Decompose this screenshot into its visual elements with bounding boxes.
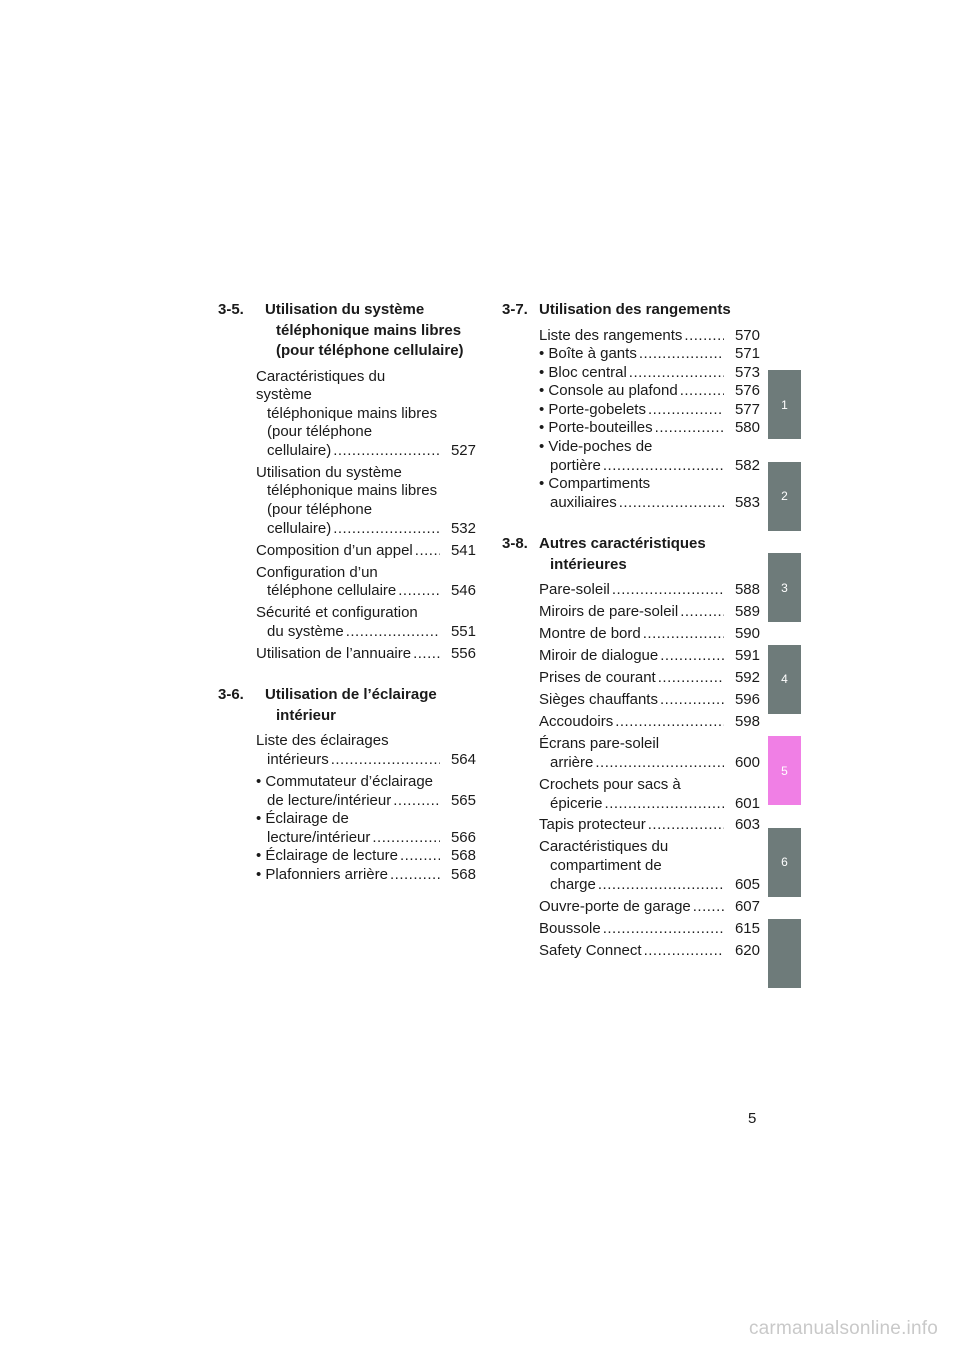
toc-entry[interactable] (256, 847, 476, 866)
toc-entry-title-line: (pour téléphone (267, 423, 373, 441)
toc-page-number: 603 (734, 816, 760, 834)
toc-page-number: 592 (734, 669, 760, 687)
toc-entry-title-line: • Vide-poches de (539, 438, 653, 456)
toc-entry-title-line: Prises de courant (539, 669, 656, 687)
toc-entry-title-line: • Porte-gobelets (539, 400, 646, 418)
dot-leader (400, 847, 440, 866)
toc-entry-title-line: Crochets pour sacs à (539, 775, 681, 793)
dot-leader (643, 625, 724, 644)
section-number: 3-8. (502, 535, 528, 553)
toc-entry[interactable] (256, 464, 476, 538)
toc-entry[interactable] (539, 647, 760, 666)
toc-entry-title-line: Sièges chauffants (539, 691, 658, 709)
chapter-tab-label: 5 (781, 763, 788, 778)
section-title-line: téléphonique mains libres (276, 321, 462, 339)
toc-entry-title-line: de lecture/intérieur (267, 791, 392, 809)
toc-page-number: 582 (734, 456, 760, 474)
chapter-tab-label: 1 (781, 397, 788, 412)
toc-page-number: 570 (734, 326, 760, 344)
toc-entry-leader-line (256, 828, 476, 848)
toc-right-column (502, 300, 760, 982)
chapter-tab[interactable] (768, 370, 801, 439)
toc-entry-title-line: Liste des éclairages (256, 732, 389, 750)
toc-entry-title-line: Safety Connect (539, 941, 642, 959)
toc-page-number: 571 (734, 345, 760, 363)
dot-leader (605, 795, 724, 814)
toc-entry[interactable] (539, 382, 760, 401)
toc-page-number: 541 (450, 541, 476, 559)
section-title-line: Utilisation de l’éclairage (265, 686, 437, 704)
toc-entry-leader-line (256, 541, 476, 561)
toc-entry[interactable] (539, 438, 760, 475)
toc-entry-title-line: Composition d’un appel (256, 541, 413, 559)
toc-entry-leader-line (256, 622, 476, 642)
toc-entry-list (502, 327, 760, 513)
chapter-tab-label: 2 (781, 489, 788, 503)
toc-entry-leader-line (539, 816, 760, 835)
toc-page-number: 532 (450, 519, 476, 537)
toc-entry-leader-line (539, 897, 760, 917)
dot-leader (331, 751, 440, 770)
toc-entry[interactable] (256, 645, 476, 664)
toc-entry-leader-line (539, 326, 760, 346)
dot-leader (390, 866, 440, 885)
toc-entry-title-line: (pour téléphone (267, 501, 373, 519)
toc-entry-title-line: compartiment de (550, 857, 662, 875)
toc-entry-title-line: lecture/intérieur (267, 828, 371, 846)
toc-entry[interactable] (539, 345, 760, 364)
toc-entry-leader-line (539, 713, 760, 732)
toc-entry-leader-line (539, 603, 760, 622)
chapter-tab-label: 3 (781, 580, 788, 595)
toc-left-column (218, 300, 476, 907)
toc-page-number: 601 (734, 794, 760, 812)
toc-page-number: 596 (734, 691, 760, 709)
toc-entry-title-line: Utilisation de l’annuaire (256, 644, 412, 662)
toc-page-number: 566 (450, 828, 476, 846)
toc-page-number: 583 (734, 493, 760, 511)
toc-page-number: 580 (734, 419, 760, 437)
toc-page-number: 568 (450, 865, 476, 883)
dot-leader (372, 829, 440, 848)
section-heading (502, 300, 760, 321)
section-heading (218, 300, 476, 362)
toc-entry-leader-line (256, 519, 476, 539)
toc-section (218, 685, 476, 884)
toc-entry-leader-line (539, 419, 760, 438)
dot-leader (644, 942, 724, 961)
toc-entry[interactable] (539, 816, 760, 835)
dot-leader (648, 816, 724, 835)
toc-entry-leader-line (539, 691, 760, 710)
section-number: 3-6. (218, 686, 244, 704)
toc-entry-title-line: • Boîte à gants (539, 345, 637, 363)
toc-entry[interactable] (539, 691, 760, 710)
section-title (539, 534, 760, 575)
toc-entry[interactable] (539, 669, 760, 688)
toc-entry[interactable] (539, 581, 760, 600)
toc-entry-title-line: • Console au plafond (539, 382, 678, 400)
section-title-line: Utilisation du système (265, 301, 425, 318)
dot-leader (629, 364, 724, 383)
toc-entry-leader-line (256, 865, 476, 885)
toc-entry-title-line: Sécurité et configuration (256, 604, 418, 622)
dot-leader (660, 647, 724, 666)
toc-entry-title-line: cellulaire) (267, 441, 332, 459)
toc-page-number: 588 (734, 581, 760, 599)
toc-entry-leader-line (539, 456, 760, 476)
section-title-line: intérieures (550, 555, 627, 573)
toc-entry-leader-line (256, 582, 476, 601)
toc-entry-title-line: • Éclairage de lecture (256, 847, 398, 865)
toc-entry-leader-line (539, 493, 760, 513)
toc-entry-title-line: Montre de bord (539, 625, 641, 643)
toc-entry-title-line: arrière (550, 753, 594, 771)
toc-entry-title-line: portière (550, 456, 601, 474)
dot-leader (639, 345, 724, 364)
toc-entry-title-line: • Bloc central (539, 363, 627, 381)
toc-page-number: 565 (450, 791, 476, 809)
section-title (265, 300, 476, 362)
toc-page-number: 573 (734, 363, 760, 381)
toc-entry-title-line: téléphone cellulaire (267, 582, 397, 600)
dot-leader (398, 582, 440, 601)
dot-leader (648, 401, 724, 420)
toc-entry[interactable] (539, 327, 760, 346)
toc-entry[interactable] (256, 732, 476, 769)
chapter-tab[interactable] (768, 736, 801, 805)
toc-entry-title-line: Caractéristiques du (539, 838, 669, 856)
toc-entry[interactable] (256, 604, 476, 641)
toc-page-number: 620 (734, 941, 760, 959)
toc-entry-title-line: téléphonique mains libres (267, 404, 438, 422)
toc-entry[interactable] (256, 866, 476, 885)
toc-entry-leader-line (539, 625, 760, 644)
toc-entry-title-line: Boussole (539, 919, 601, 937)
chapter-tab[interactable] (768, 645, 801, 714)
toc-entry-list (502, 581, 760, 960)
toc-entry-leader-line (539, 941, 760, 961)
toc-entry-title-line: téléphonique mains libres (267, 482, 438, 500)
toc-section (502, 534, 760, 960)
section-title-line: Autres caractéristiques (539, 535, 706, 553)
section-title-line: Utilisation des rangements (539, 301, 731, 318)
dot-leader (346, 623, 440, 642)
toc-entry-title-line: • Plafonniers arrière (256, 865, 388, 883)
dot-leader (615, 713, 724, 732)
toc-page-number: 577 (734, 400, 760, 418)
section-title-line: intérieur (276, 706, 337, 724)
dot-leader (393, 792, 440, 811)
dot-leader (684, 327, 724, 346)
dot-leader (413, 645, 440, 664)
section-title (265, 685, 476, 726)
toc-entry-title-line: charge (550, 875, 596, 893)
toc-entry[interactable] (539, 735, 760, 772)
toc-entry-title-line: Caractéristiques du système (256, 367, 386, 404)
toc-entry-title-line: cellulaire) (267, 519, 332, 537)
toc-entry-title-line: épicerie (550, 794, 603, 812)
toc-entry-title-line: Accoudoirs (539, 713, 614, 731)
toc-entry-title-line: • Compartiments (539, 475, 651, 493)
toc-entry-leader-line (256, 847, 476, 866)
toc-entry-leader-line (539, 382, 760, 401)
section-heading (218, 685, 476, 726)
toc-entry-leader-line (256, 750, 476, 770)
dot-leader (680, 382, 724, 401)
toc-page-number: 607 (734, 897, 760, 915)
toc-page-number: 615 (734, 919, 760, 937)
dot-leader (598, 876, 724, 895)
toc-entry[interactable] (256, 542, 476, 561)
toc-entry-title-line: Liste des rangements (539, 326, 683, 344)
dot-leader (658, 669, 724, 688)
toc-section (502, 300, 760, 512)
toc-entry[interactable] (256, 773, 476, 810)
toc-entry[interactable] (539, 920, 760, 939)
toc-section (218, 300, 476, 663)
toc-entry-title-line: intérieurs (267, 750, 329, 768)
toc-entry[interactable] (539, 475, 760, 512)
toc-entry[interactable] (539, 364, 760, 383)
dot-leader (612, 581, 724, 600)
toc-entry-title-line: Tapis protecteur (539, 816, 646, 834)
toc-page-number: 600 (734, 753, 760, 771)
toc-entry-title-line: du système (267, 622, 344, 640)
toc-entry-list (218, 368, 476, 664)
toc-page-number: 551 (450, 622, 476, 640)
toc-entry-leader-line (539, 919, 760, 939)
toc-entry-leader-line (539, 345, 760, 364)
toc-entry-title-line: • Commutateur d’éclairage (256, 772, 433, 790)
dot-leader (603, 920, 724, 939)
toc-page-number: 589 (734, 603, 760, 621)
toc-entry[interactable] (539, 419, 760, 438)
section-title-line: (pour téléphone cellulaire) (276, 342, 464, 359)
toc-entry[interactable] (539, 942, 760, 961)
toc-entry[interactable] (256, 564, 476, 601)
toc-entry[interactable] (539, 776, 760, 813)
toc-entry-title-line: • Porte-bouteilles (539, 419, 653, 437)
toc-entry-leader-line (539, 875, 760, 895)
toc-entry-leader-line (256, 791, 476, 811)
toc-entry-title-line: auxiliaires (550, 493, 617, 511)
toc-entry[interactable] (539, 713, 760, 732)
toc-entry-leader-line (539, 581, 760, 600)
toc-entry-title-line: Configuration d’un (256, 563, 378, 581)
dot-leader (619, 494, 724, 513)
toc-entry-title-line: Miroir de dialogue (539, 647, 659, 665)
toc-entry-title-line: Miroirs de pare-soleil (539, 603, 679, 621)
toc-entry-leader-line (256, 644, 476, 664)
dot-leader (333, 520, 440, 539)
toc-entry-leader-line (539, 794, 760, 814)
dot-leader (595, 754, 724, 773)
toc-entry-leader-line (539, 753, 760, 773)
toc-page-number: 546 (450, 582, 476, 600)
section-heading (502, 534, 760, 575)
section-title (539, 300, 760, 321)
dot-leader (415, 542, 440, 561)
toc-entry[interactable] (539, 625, 760, 644)
dot-leader (660, 691, 724, 710)
toc-entry[interactable] (539, 603, 760, 622)
toc-page-number: 590 (734, 625, 760, 643)
toc-entry-list (218, 732, 476, 884)
toc-entry[interactable] (256, 810, 476, 847)
toc-entry-leader-line (256, 441, 476, 461)
toc-entry[interactable] (256, 368, 476, 461)
section-number: 3-7. (502, 301, 528, 318)
dot-leader (603, 457, 724, 476)
toc-entry-title-line: Écrans pare-soleil (539, 735, 660, 753)
toc-entry-title-line: Ouvre-porte de garage (539, 897, 691, 915)
toc-entry[interactable] (539, 838, 760, 894)
chapter-tab[interactable] (768, 553, 801, 622)
dot-leader (333, 442, 440, 461)
dot-leader (655, 419, 724, 438)
toc-page-number: 605 (734, 875, 760, 893)
chapter-tab[interactable] (768, 828, 801, 897)
toc-entry-leader-line (539, 669, 760, 688)
chapter-tab-label: 4 (781, 672, 788, 686)
toc-page-number: 591 (734, 647, 760, 665)
dot-leader (693, 898, 724, 917)
toc-entry-title-line: • Éclairage de (256, 810, 349, 828)
dot-leader (680, 603, 724, 622)
chapter-tab[interactable] (768, 919, 801, 988)
toc-entry-leader-line (539, 647, 760, 666)
chapter-tab[interactable] (768, 462, 801, 531)
toc-page-number: 527 (450, 441, 476, 459)
toc-entry-leader-line (539, 400, 760, 420)
toc-page-number: 568 (450, 847, 476, 865)
toc-entry-title-line: Utilisation du système (256, 463, 402, 481)
toc-entry[interactable] (539, 401, 760, 420)
toc-entry-leader-line (539, 363, 760, 383)
toc-page-number: 598 (734, 713, 760, 731)
section-number: 3-5. (218, 301, 244, 318)
page-number: 5 (748, 1110, 757, 1127)
toc-page-number: 556 (450, 644, 476, 662)
chapter-tab-label: 6 (781, 855, 788, 869)
toc-entry-title-line: Pare-soleil (539, 581, 610, 599)
toc-page-number: 576 (734, 382, 760, 400)
toc-page-number: 564 (450, 750, 476, 768)
watermark-text: carmanualsonline.info (748, 1318, 938, 1339)
toc-entry[interactable] (539, 898, 760, 917)
